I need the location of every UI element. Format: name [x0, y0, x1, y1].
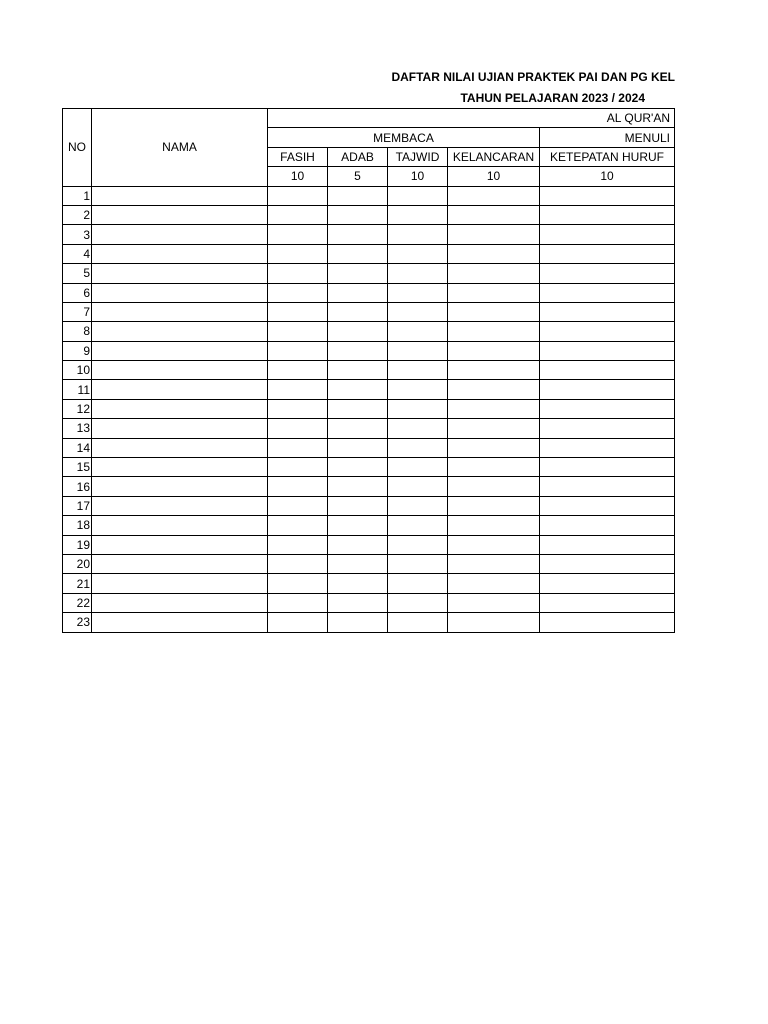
ketepatan-huruf-cell[interactable]: [540, 380, 675, 399]
adab-cell[interactable]: [328, 438, 388, 457]
kelancaran-cell[interactable]: [448, 574, 540, 593]
adab-cell[interactable]: [328, 399, 388, 418]
fasih-cell[interactable]: [268, 186, 328, 205]
fasih-cell[interactable]: [268, 516, 328, 535]
adab-cell[interactable]: [328, 341, 388, 360]
tajwid-cell[interactable]: [388, 205, 448, 224]
table-row: [63, 380, 675, 399]
name-cell[interactable]: [92, 458, 268, 477]
ketepatan-huruf-cell[interactable]: [540, 361, 675, 380]
tajwid-cell[interactable]: [388, 496, 448, 515]
name-cell[interactable]: [92, 399, 268, 418]
ketepatan-huruf-cell[interactable]: [540, 264, 675, 283]
row-number: 15: [63, 458, 92, 477]
adab-cell[interactable]: [328, 264, 388, 283]
fasih-cell[interactable]: [268, 380, 328, 399]
fasih-cell[interactable]: [268, 322, 328, 341]
table-row: [63, 477, 675, 496]
ketepatan-huruf-cell[interactable]: [540, 574, 675, 593]
name-cell[interactable]: [92, 283, 268, 302]
tajwid-cell[interactable]: [388, 225, 448, 244]
table-row: [63, 554, 675, 573]
name-cell[interactable]: [92, 516, 268, 535]
school-year-title: TAHUN PELAJARAN 2023 / 2024: [460, 91, 645, 105]
header-nama: NAMA: [92, 109, 268, 187]
table-row: [63, 535, 675, 554]
fasih-cell[interactable]: [268, 438, 328, 457]
header-kelancaran: KELANCARAN: [448, 147, 540, 166]
adab-cell[interactable]: [328, 283, 388, 302]
row-number: 3: [63, 225, 92, 244]
kelancaran-cell[interactable]: [448, 535, 540, 554]
kelancaran-cell[interactable]: [448, 477, 540, 496]
kelancaran-cell[interactable]: [448, 419, 540, 438]
kelancaran-cell[interactable]: [448, 283, 540, 302]
ketepatan-huruf-cell[interactable]: [540, 322, 675, 341]
tajwid-cell[interactable]: [388, 516, 448, 535]
max-score-fasih: 10: [268, 167, 328, 186]
tajwid-cell[interactable]: [388, 380, 448, 399]
table-row: [63, 225, 675, 244]
fasih-cell[interactable]: [268, 477, 328, 496]
tajwid-cell[interactable]: [388, 419, 448, 438]
tajwid-cell[interactable]: [388, 186, 448, 205]
tajwid-cell[interactable]: [388, 438, 448, 457]
name-cell[interactable]: [92, 205, 268, 224]
fasih-cell[interactable]: [268, 535, 328, 554]
row-number: 20: [63, 554, 92, 573]
fasih-cell[interactable]: [268, 283, 328, 302]
ketepatan-huruf-cell[interactable]: [540, 399, 675, 418]
ketepatan-huruf-cell[interactable]: [540, 535, 675, 554]
row-number: 21: [63, 574, 92, 593]
table-row: [63, 399, 675, 418]
header-membaca: MEMBACA: [268, 128, 540, 147]
name-cell[interactable]: [92, 244, 268, 263]
name-cell[interactable]: [92, 361, 268, 380]
kelancaran-cell[interactable]: [448, 613, 540, 632]
grade-table: [62, 108, 675, 633]
ketepatan-huruf-cell[interactable]: [540, 205, 675, 224]
adab-cell[interactable]: [328, 225, 388, 244]
row-number: 16: [63, 477, 92, 496]
kelancaran-cell[interactable]: [448, 225, 540, 244]
ketepatan-huruf-cell[interactable]: [540, 613, 675, 632]
max-score-ketepatan-huruf: 10: [540, 167, 675, 186]
name-cell[interactable]: [92, 613, 268, 632]
row-number: 6: [63, 283, 92, 302]
tajwid-cell[interactable]: [388, 574, 448, 593]
adab-cell[interactable]: [328, 574, 388, 593]
row-number: 18: [63, 516, 92, 535]
fasih-cell[interactable]: [268, 574, 328, 593]
kelancaran-cell[interactable]: [448, 380, 540, 399]
row-number: 7: [63, 302, 92, 321]
adab-cell[interactable]: [328, 593, 388, 612]
kelancaran-cell[interactable]: [448, 458, 540, 477]
ketepatan-huruf-cell[interactable]: [540, 554, 675, 573]
name-cell[interactable]: [92, 419, 268, 438]
fasih-cell[interactable]: [268, 399, 328, 418]
adab-cell[interactable]: [328, 380, 388, 399]
adab-cell[interactable]: [328, 205, 388, 224]
kelancaran-cell[interactable]: [448, 361, 540, 380]
table-row: [63, 205, 675, 224]
tajwid-cell[interactable]: [388, 593, 448, 612]
fasih-cell[interactable]: [268, 264, 328, 283]
max-score-adab: 5: [328, 167, 388, 186]
row-number: 19: [63, 535, 92, 554]
row-number: 9: [63, 341, 92, 360]
header-al-quran: AL QUR'AN: [268, 109, 675, 128]
fasih-cell[interactable]: [268, 496, 328, 515]
adab-cell[interactable]: [328, 496, 388, 515]
table-row: [63, 361, 675, 380]
tajwid-cell[interactable]: [388, 322, 448, 341]
name-cell[interactable]: [92, 535, 268, 554]
name-cell[interactable]: [92, 186, 268, 205]
table-row: [63, 322, 675, 341]
name-cell[interactable]: [92, 322, 268, 341]
max-score-kelancaran: 10: [448, 167, 540, 186]
tajwid-cell[interactable]: [388, 341, 448, 360]
kelancaran-cell[interactable]: [448, 341, 540, 360]
fasih-cell[interactable]: [268, 225, 328, 244]
fasih-cell[interactable]: [268, 419, 328, 438]
table-row: [63, 593, 675, 612]
max-score-tajwid: 10: [388, 167, 448, 186]
ketepatan-huruf-cell[interactable]: [540, 283, 675, 302]
kelancaran-cell[interactable]: [448, 438, 540, 457]
name-cell[interactable]: [92, 496, 268, 515]
fasih-cell[interactable]: [268, 458, 328, 477]
ketepatan-huruf-cell[interactable]: [540, 516, 675, 535]
row-number: 10: [63, 361, 92, 380]
row-number: 2: [63, 205, 92, 224]
adab-cell[interactable]: [328, 244, 388, 263]
name-cell[interactable]: [92, 341, 268, 360]
ketepatan-huruf-cell[interactable]: [540, 458, 675, 477]
name-cell[interactable]: [92, 302, 268, 321]
tajwid-cell[interactable]: [388, 554, 448, 573]
kelancaran-cell[interactable]: [448, 322, 540, 341]
kelancaran-cell[interactable]: [448, 399, 540, 418]
kelancaran-cell[interactable]: [448, 593, 540, 612]
table-row: [63, 264, 675, 283]
sheet-title: DAFTAR NILAI UJIAN PRAKTEK PAI DAN PG KEL: [391, 70, 675, 84]
header-no: NO: [63, 109, 92, 187]
fasih-cell[interactable]: [268, 244, 328, 263]
adab-cell[interactable]: [328, 302, 388, 321]
name-cell[interactable]: [92, 554, 268, 573]
table-row: [63, 574, 675, 593]
tajwid-cell[interactable]: [388, 264, 448, 283]
row-number: 8: [63, 322, 92, 341]
name-cell[interactable]: [92, 477, 268, 496]
row-number: 5: [63, 264, 92, 283]
ketepatan-huruf-cell[interactable]: [540, 302, 675, 321]
adab-cell[interactable]: [328, 554, 388, 573]
name-cell[interactable]: [92, 574, 268, 593]
ketepatan-huruf-cell[interactable]: [540, 496, 675, 515]
header-adab: ADAB: [328, 147, 388, 166]
name-cell[interactable]: [92, 225, 268, 244]
fasih-cell[interactable]: [268, 302, 328, 321]
ketepatan-huruf-cell[interactable]: [540, 244, 675, 263]
row-number: 12: [63, 399, 92, 418]
adab-cell[interactable]: [328, 186, 388, 205]
kelancaran-cell[interactable]: [448, 186, 540, 205]
fasih-cell[interactable]: [268, 554, 328, 573]
fasih-cell[interactable]: [268, 205, 328, 224]
tajwid-cell[interactable]: [388, 302, 448, 321]
tajwid-cell[interactable]: [388, 535, 448, 554]
adab-cell[interactable]: [328, 419, 388, 438]
kelancaran-cell[interactable]: [448, 302, 540, 321]
ketepatan-huruf-cell[interactable]: [540, 477, 675, 496]
table-row: [63, 613, 675, 632]
ketepatan-huruf-cell[interactable]: [540, 593, 675, 612]
row-number: 23: [63, 613, 92, 632]
kelancaran-cell[interactable]: [448, 244, 540, 263]
tajwid-cell[interactable]: [388, 283, 448, 302]
name-cell[interactable]: [92, 438, 268, 457]
adab-cell[interactable]: [328, 516, 388, 535]
table-row: [63, 458, 675, 477]
adab-cell[interactable]: [328, 322, 388, 341]
table-row: [63, 283, 675, 302]
header-fasih: FASIH: [268, 147, 328, 166]
kelancaran-cell[interactable]: [448, 264, 540, 283]
header-tajwid: TAJWID: [388, 147, 448, 166]
kelancaran-cell[interactable]: [448, 496, 540, 515]
table-row: [63, 516, 675, 535]
table-row: [63, 496, 675, 515]
row-number: 22: [63, 593, 92, 612]
row-number: 14: [63, 438, 92, 457]
kelancaran-cell[interactable]: [448, 205, 540, 224]
adab-cell[interactable]: [328, 535, 388, 554]
tajwid-cell[interactable]: [388, 361, 448, 380]
ketepatan-huruf-cell[interactable]: [540, 341, 675, 360]
table-row: [63, 419, 675, 438]
tajwid-cell[interactable]: [388, 477, 448, 496]
table-row: [63, 244, 675, 263]
adab-cell[interactable]: [328, 477, 388, 496]
adab-cell[interactable]: [328, 458, 388, 477]
row-number: 11: [63, 380, 92, 399]
ketepatan-huruf-cell[interactable]: [540, 186, 675, 205]
fasih-cell[interactable]: [268, 361, 328, 380]
name-cell[interactable]: [92, 593, 268, 612]
tajwid-cell[interactable]: [388, 613, 448, 632]
adab-cell[interactable]: [328, 613, 388, 632]
name-cell[interactable]: [92, 264, 268, 283]
table-row: [63, 186, 675, 205]
ketepatan-huruf-cell[interactable]: [540, 438, 675, 457]
ketepatan-huruf-cell[interactable]: [540, 419, 675, 438]
row-number: 4: [63, 244, 92, 263]
tajwid-cell[interactable]: [388, 399, 448, 418]
kelancaran-cell[interactable]: [448, 516, 540, 535]
table-row: [63, 302, 675, 321]
tajwid-cell[interactable]: [388, 458, 448, 477]
header-menulis: MENULI: [540, 128, 675, 147]
table-row: [63, 438, 675, 457]
row-number: 1: [63, 186, 92, 205]
name-cell[interactable]: [92, 380, 268, 399]
tajwid-cell[interactable]: [388, 244, 448, 263]
header-ketepatan-huruf: KETEPATAN HURUF: [540, 147, 675, 166]
adab-cell[interactable]: [328, 361, 388, 380]
fasih-cell[interactable]: [268, 593, 328, 612]
kelancaran-cell[interactable]: [448, 554, 540, 573]
ketepatan-huruf-cell[interactable]: [540, 225, 675, 244]
table-row: [63, 341, 675, 360]
row-number: 17: [63, 496, 92, 515]
fasih-cell[interactable]: [268, 341, 328, 360]
fasih-cell[interactable]: [268, 613, 328, 632]
row-number: 13: [63, 419, 92, 438]
